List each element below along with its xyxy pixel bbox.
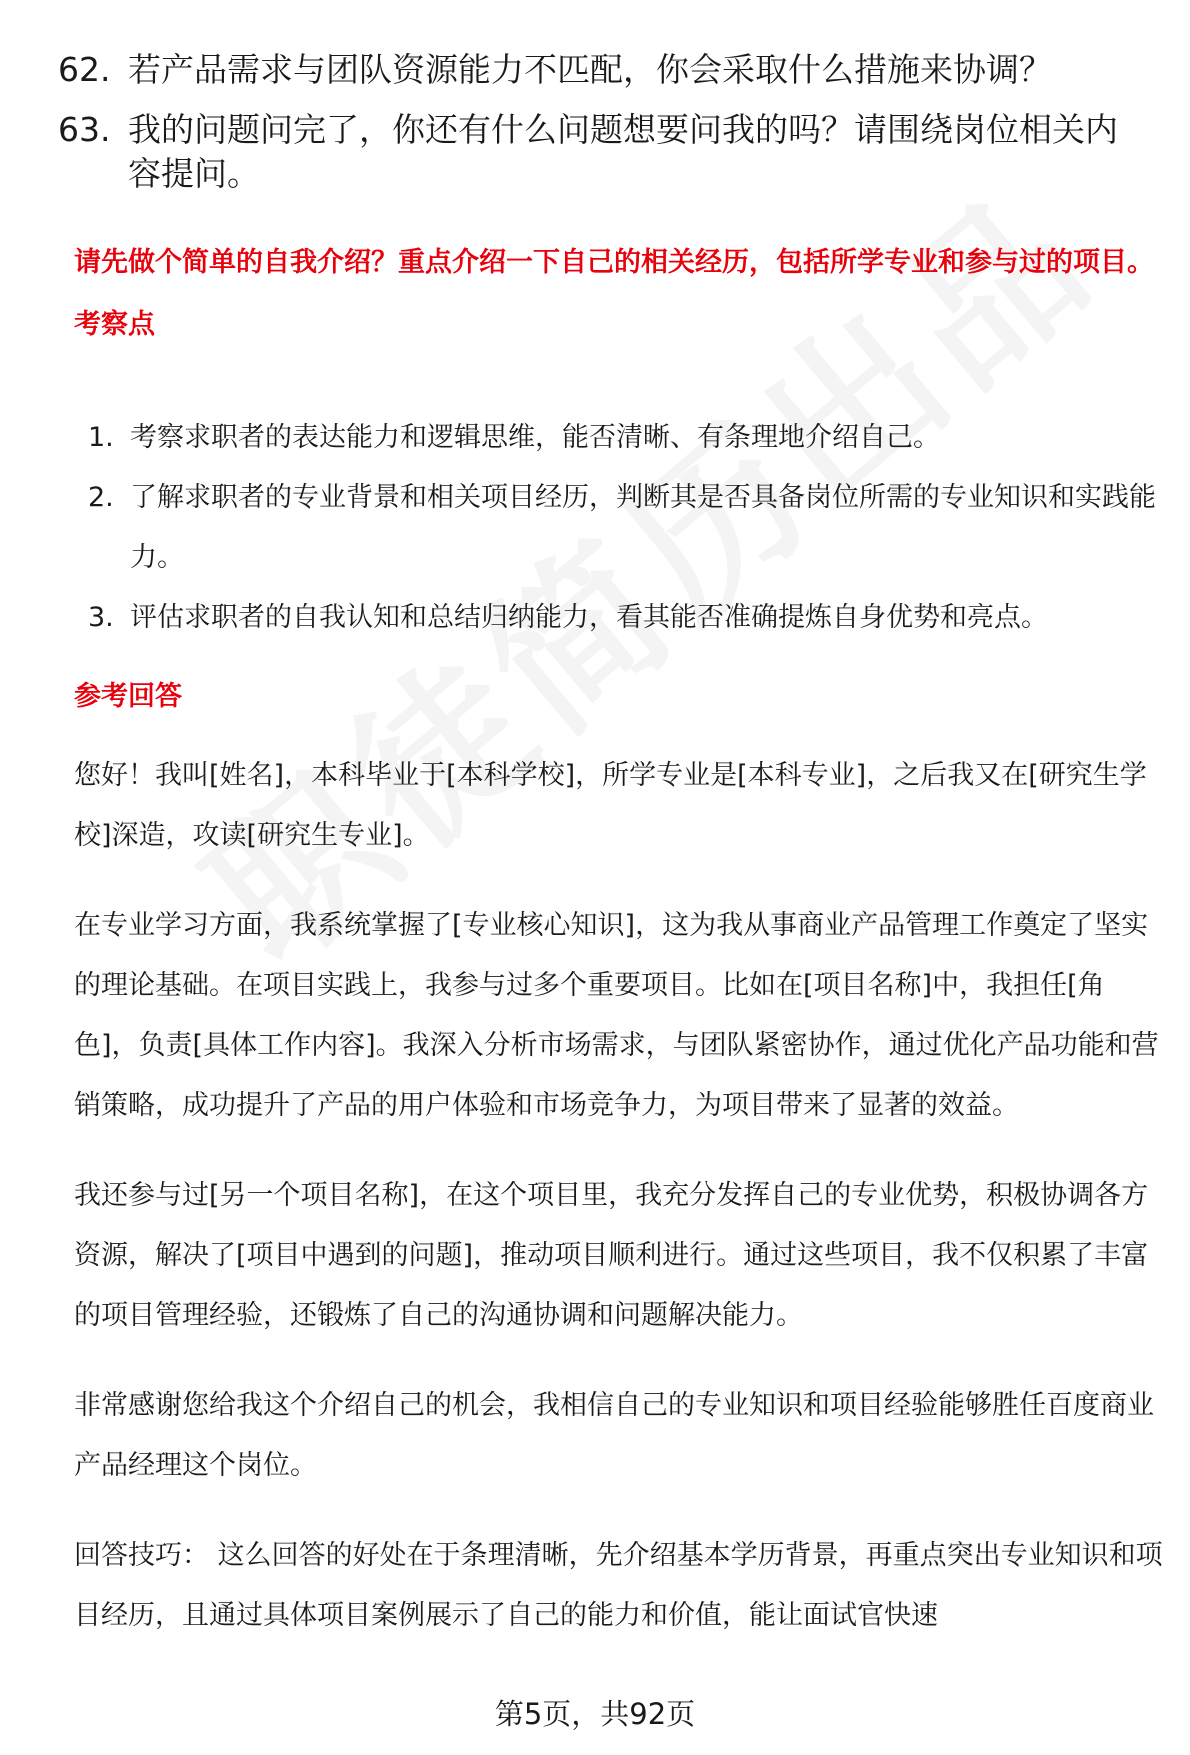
answer-paragraph: 非常感谢您给我这个介绍自己的机会，我相信自己的专业知识和项目经验能够胜任百度商业产品经理这个岗位。 xyxy=(74,1390,1154,1481)
list-item-number: 1. xyxy=(88,422,114,453)
answer-tip: 回答技巧： 这么回答的好处在于条理清晰，先介绍基本学历背景，再重点突出专业知识和项目经历，且通过具体项目案例展示了自己的能力和价值，能让面试官快速 xyxy=(74,1540,1163,1631)
question-number: 63. xyxy=(58,110,111,149)
list-item-text: 考察求职者的表达能力和逻辑思维，能否清晰、有条理地介绍自己。 xyxy=(130,422,940,453)
list-item-text: 了解求职者的专业背景和相关项目经历，判断其是否具备岗位所需的专业知识和实践能力。 xyxy=(130,482,1156,573)
page-footer: 第5页，共92页 xyxy=(494,1697,696,1731)
answer-paragraph: 我还参与过[另一个项目名称]，在这个项目里，我充分发挥自己的专业优势，积极协调各方资源，解决了[项目中遇到的问题]，推动项目顺利进行。通过这些项目，我不仅积累了丰富的项目管理经验，还锻炼了自己的沟通协调和问题解决能力。 xyxy=(74,1180,1149,1331)
answer-paragraph: 在专业学习方面，我系统掌握了[专业核心知识]，这为我从事商业产品管理工作奠定了坚实的理论基础。在项目实践上，我参与过多个重要项目。比如在[项目名称]中，我担任[角色]，负责[具体工作内容]。我深入分析市场需求，与团队紧密协作，通过优化产品功能和营销策略，成功提升了产品的用户体验和市场竞争力，为项目带来了显著的效益。 xyxy=(74,910,1159,1121)
list-item-number: 2. xyxy=(88,482,114,513)
exam-points-list xyxy=(88,408,1163,648)
reference-answer-body xyxy=(74,746,1169,1676)
list-item-number: 3. xyxy=(88,602,114,633)
list-item xyxy=(88,468,1163,588)
reference-answer-title: 参考回答 xyxy=(74,681,182,712)
list-item xyxy=(88,408,1163,468)
list-item-text: 评估求职者的自我认知和总结归纳能力，看其能否准确提炼自身优势和亮点。 xyxy=(130,602,1048,633)
highlight-question: 请先做个简单的自我介绍？重点介绍一下自己的相关经历，包括所学专业和参与过的项目。 xyxy=(74,247,1154,278)
exam-points-title: 考察点 xyxy=(74,309,155,340)
question-text: 若产品需求与团队资源能力不匹配，你会采取什么措施来协调？ xyxy=(128,50,1052,89)
answer-paragraph: 您好！我叫[姓名]，本科毕业于[本科学校]，所学专业是[本科专业]，之后我又在[研究生学校]深造，攻读[研究生专业]。 xyxy=(74,760,1147,851)
question-item xyxy=(58,48,1148,92)
question-list xyxy=(58,48,1148,212)
question-text: 我的问题问完了，你还有什么问题想要问我的吗？请围绕岗位相关内容提问。 xyxy=(128,110,1118,193)
question-item xyxy=(58,108,1148,196)
list-item xyxy=(88,588,1163,648)
question-number: 62. xyxy=(58,50,111,89)
